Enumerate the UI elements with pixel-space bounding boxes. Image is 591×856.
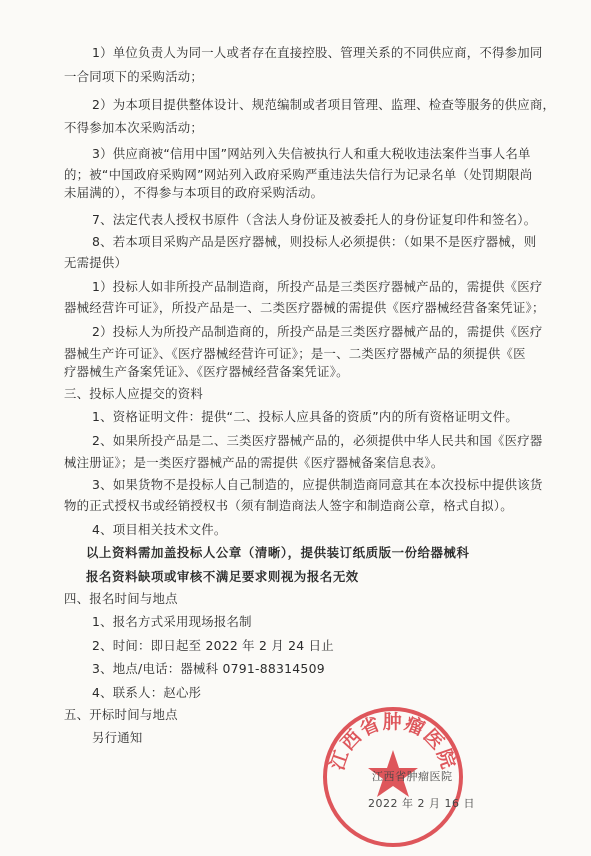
text-line: 1）投标人如非所投产品制造商，所投产品是三类医疗器械产品的，需提供《医疗 (92, 279, 543, 294)
notice-line: 以上资料需加盖投标人公章（清晰），提供装订纸质版一份给器械科 (86, 545, 470, 560)
text-line: 1、报名方式采用现场报名制 (92, 614, 252, 629)
text-line: 2）为本项目提供整体设计、规范编制或者项目管理、监理、检查等服务的供应商， (92, 97, 556, 112)
text-line: 器械经营许可证》，所投产品是一、二类医疗器械的需提供《医疗器械经营备案凭证》； (64, 300, 545, 315)
text-line: 3、如果货物不是投标人自己制造的，应提供制造商同意其在本次投标中提供该货 (92, 477, 543, 492)
text-line: 器械生产许可证》、《医疗器械经营许可证》；是一、二类医疗器械产品的须提供《医 (64, 346, 526, 361)
text-line: 4、项目相关技术文件。 (92, 522, 227, 537)
text-line: 2、时间：即日起至 2022 年 2 月 24 日止 (92, 638, 334, 653)
section-heading: 三、投标人应提交的资料 (64, 386, 204, 401)
text-line: 1、资格证明文件：提供“二、投标人应具备的资质”内的所有资格证明文件。 (92, 409, 518, 424)
text-line: 不得参加本次采购活动； (64, 120, 204, 135)
text-line: 另行通知 (92, 730, 143, 745)
text-line: 无需提供） (64, 255, 128, 270)
svg-text:江西省肿瘤医院: 江西省肿瘤医院 (326, 711, 460, 773)
notice-line: 报名资料缺项或审核不满足要求则视为报名无效 (86, 569, 359, 584)
text-line: 7、法定代表人授权书原件（含法人身份证及被委托人的身份证复印件和签名）。 (92, 212, 537, 227)
text-line: 1）单位负责人为同一人或者存在直接控股、管理关系的不同供应商，不得参加同 (92, 45, 543, 60)
text-line: 未届满的），不得参与本项目的政府采购活动。 (64, 185, 324, 200)
signature-date: 2022 年 2 月 16 日 (368, 797, 475, 810)
text-line: 8、若本项目采购产品是医疗器械，则投标人必须提供：（如果不是医疗器械，则 (92, 234, 537, 249)
text-line: 物的正式授权书或经销授权书（须有制造商法人签字和制造商公章，格式自拟）。 (64, 498, 513, 513)
section-heading: 五、开标时间与地点 (64, 707, 178, 722)
section-heading: 四、报名时间与地点 (64, 591, 178, 606)
text-line: 的；被“中国政府采购网”网站列入政府采购严重违法失信行为记录名单（处罚期限尚 (64, 167, 533, 182)
text-line: 2、如果所投产品是二、三类医疗器械产品的，必须提供中华人民共和国《医疗器 (92, 433, 543, 448)
text-line: 3）供应商被“信用中国”网站列入失信被执行人和重大税收违法案件当事人名单 (92, 146, 531, 161)
text-line: 4、联系人：赵心彤 (92, 685, 202, 700)
text-line: 2）投标人为所投产品制造商的，所投产品是三类医疗器械产品的，需提供《医疗 (92, 324, 543, 339)
text-line: 疗器械生产备案凭证》、《医疗器械经营备案凭证》。 (64, 364, 349, 379)
text-line: 械注册证》；是一类医疗器械产品的需提供《医疗器械备案信息表》。 (64, 455, 444, 470)
text-line: 一合同项下的采购活动； (64, 69, 204, 84)
signature-org: 江西省肿瘤医院 (372, 770, 453, 783)
text-line: 3、地点/电话：器械科 0791-88314509 (92, 661, 325, 676)
